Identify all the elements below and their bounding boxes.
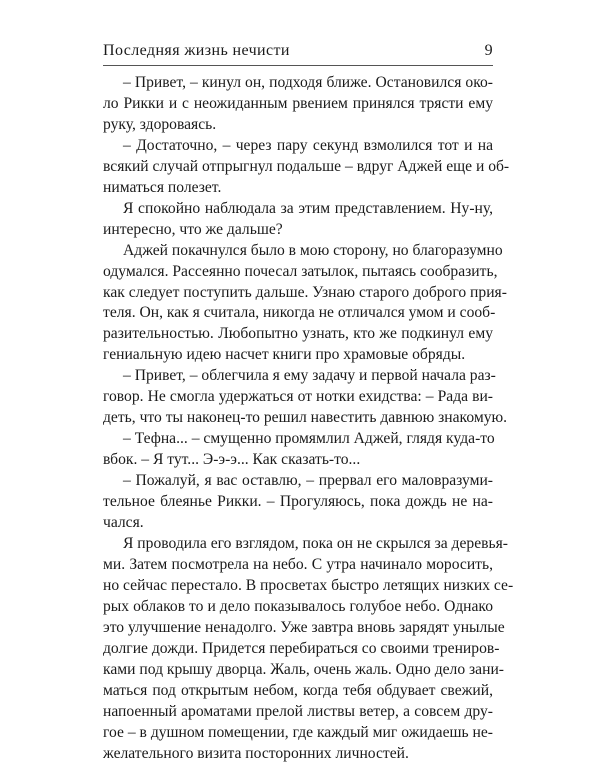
text-line: Я спокойно наблюдала за этим представлением. Ну-ну, <box>103 199 493 220</box>
text-line: как следует поступить дальше. Узнаю старого доброго прия- <box>103 283 493 304</box>
paragraph <box>103 241 493 367</box>
text-line: долгие дожди. Придется перебираться со своими трениров- <box>103 639 493 660</box>
paragraph <box>103 136 493 199</box>
text-line: теля. Он, как я считала, никогда не отличался умом и сооб- <box>103 303 493 324</box>
text-line: – Привет, – кинул он, подходя ближе. Остановился око- <box>103 73 493 94</box>
paragraph <box>103 366 493 429</box>
text-line: ми. Затем посмотрела на небо. С утра начинало моросить, <box>103 555 493 576</box>
body-text <box>103 73 493 764</box>
header-rule <box>103 65 493 66</box>
text-line: одумался. Рассеянно почесал затылок, пытаясь сообразить, <box>103 262 493 283</box>
text-line: Я проводила его взглядом, пока он не скрылся за деревья- <box>103 534 493 555</box>
text-line: гое – в душном помещении, где каждый миг ожидаешь не- <box>103 723 493 744</box>
text-line: – Достаточно, – через пару секунд взмолился тот и на <box>103 136 493 157</box>
text-line: интересно, что же дальше? <box>103 220 493 241</box>
paragraph <box>103 429 493 471</box>
text-line: деть, что ты наконец-то решил навестить давнюю знакомую. <box>103 408 493 429</box>
paragraph <box>103 471 493 534</box>
text-line: ло Рикки и с неожиданным рвением принялся трясти ему <box>103 94 493 115</box>
text-line: – Пожалуй, я вас оставлю, – прервал его маловразуми- <box>103 471 493 492</box>
paragraph <box>103 73 493 136</box>
running-header <box>103 42 493 64</box>
text-line: – Тефна... – смущенно промямлил Аджей, глядя куда-то <box>103 429 493 450</box>
text-line: – Привет, – облегчила я ему задачу и первой начала раз- <box>103 366 493 387</box>
book-title: Последняя жизнь нечисти <box>103 42 290 60</box>
text-line: вбок. – Я тут... Э-э-э... Как сказать-то... <box>103 450 493 471</box>
text-line: напоенный ароматами прелой листвы ветер, а совсем дру- <box>103 702 493 723</box>
text-line: маться под открытым небом, когда тебя обдувает свежий, <box>103 681 493 702</box>
text-line: ниматься полезет. <box>103 178 493 199</box>
paragraph <box>103 534 493 764</box>
text-line: руку, здороваясь. <box>103 115 493 136</box>
text-line: тельное блеянье Рикки. – Прогуляюсь, пока дождь не на- <box>103 492 493 513</box>
page-number: 9 <box>485 42 493 60</box>
text-line: но сейчас перестало. В просветах быстро летящих низких се- <box>103 576 493 597</box>
paragraph <box>103 199 493 241</box>
text-line: чался. <box>103 513 493 534</box>
text-line: желательного визита посторонних личностей. <box>103 744 493 764</box>
text-line: это улучшение ненадолго. Уже завтра вновь зарядят унылые <box>103 618 493 639</box>
text-line: говор. Не смогла удержаться от нотки ехидства: – Рада ви- <box>103 387 493 408</box>
text-line: разительностью. Любопытно узнать, кто же подкинул ему <box>103 324 493 345</box>
text-line: рых облаков то и дело показывалось голубое небо. Однако <box>103 597 493 618</box>
text-line: всякий случай отпрыгнул подальше – вдруг Аджей еще и об- <box>103 157 493 178</box>
text-line: гениальную идею насчет книги про храмовые обряды. <box>103 345 493 366</box>
text-line: Аджей покачнулся было в мою сторону, но благоразумно <box>103 241 493 262</box>
text-line: ками под крышу дворца. Жаль, очень жаль. Одно дело зани- <box>103 660 493 681</box>
